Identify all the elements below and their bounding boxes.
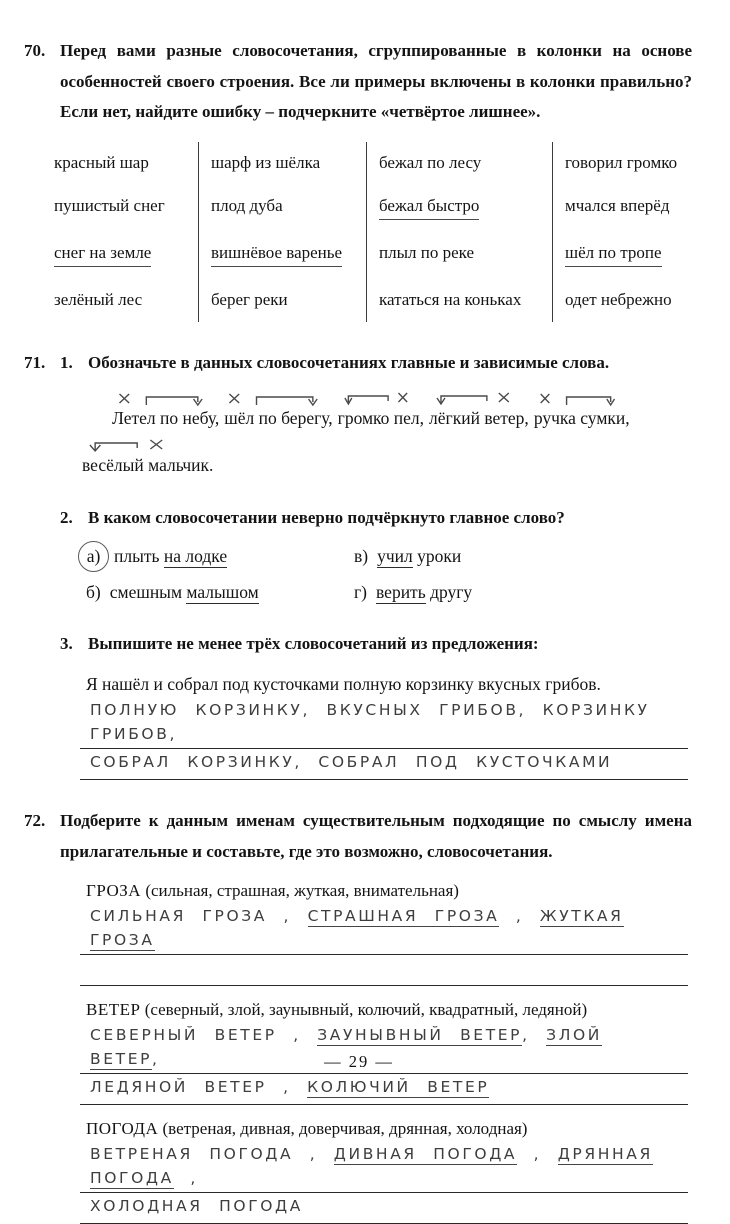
hand-segment-underlined: ДРЯННАЯ ПОГОДА bbox=[90, 1145, 653, 1188]
hand-segment-underlined: ЖУТКАЯ ГРОЗА bbox=[90, 907, 624, 950]
option-letter: б) bbox=[86, 582, 101, 603]
phrase-main-first bbox=[112, 388, 219, 428]
option-text-underlined: учил bbox=[377, 546, 413, 567]
option-v bbox=[354, 545, 584, 568]
cell-text-underlined: бежал быстро bbox=[379, 196, 479, 220]
headword: ПОГОДА bbox=[86, 1119, 159, 1139]
option-letter: г) bbox=[354, 582, 368, 603]
hand-segment-underlined: СТРАШНАЯ ГРОЗА bbox=[307, 907, 500, 926]
handwritten-answer bbox=[90, 1145, 653, 1189]
table-cell bbox=[366, 185, 552, 232]
option-text-plain: уроки bbox=[412, 546, 462, 567]
cell-text: плод дуба bbox=[211, 195, 283, 215]
hand-segment-underlined: ЗЛОЙ ВЕТЕР bbox=[90, 1026, 602, 1069]
table-row bbox=[44, 142, 708, 185]
table-cell bbox=[552, 279, 708, 322]
handwritten-answer: СОБРАЛ КОРЗИНКУ, СОБРАЛ ПОД КУСТОЧКАМИ bbox=[90, 753, 613, 772]
table-cell bbox=[44, 142, 198, 185]
phrase-main-second bbox=[338, 388, 424, 428]
option-text-plain: смешным bbox=[109, 582, 187, 603]
handwritten-answer bbox=[90, 907, 624, 951]
option-b bbox=[86, 582, 354, 603]
adjective-options: (сильная, страшная, жуткая, внимательная) bbox=[145, 881, 459, 901]
option-text-underlined: верить bbox=[376, 582, 426, 603]
table-cell bbox=[366, 279, 552, 322]
table-cell bbox=[44, 185, 198, 232]
answer-line bbox=[80, 903, 688, 955]
table-cell bbox=[366, 232, 552, 279]
exercise-number: 71. bbox=[24, 352, 46, 372]
hand-segment: , bbox=[517, 1145, 558, 1164]
veter-title-line bbox=[86, 1000, 692, 1020]
hand-segment: , bbox=[173, 1169, 198, 1188]
phrase-text: лёгкий ветер, bbox=[429, 408, 529, 429]
table-row bbox=[44, 185, 708, 232]
source-sentence: Я нашёл и собрал под кусточками полную корзинку вкусных грибов. bbox=[86, 674, 601, 695]
cell-text: бежал по лесу bbox=[379, 152, 482, 172]
table-row bbox=[44, 279, 708, 322]
hand-segment: ЛЕДЯНОЙ ВЕТЕР , bbox=[90, 1078, 308, 1097]
option-text-underlined: малышом bbox=[186, 582, 259, 603]
pogoda-title-line bbox=[86, 1119, 692, 1139]
hand-segment: , bbox=[152, 1050, 160, 1069]
answer-line bbox=[80, 1141, 688, 1193]
table-cell bbox=[198, 232, 366, 279]
phrase-text: Летел по небу, bbox=[112, 408, 220, 429]
hand-segment: ВЕТРЕНАЯ ПОГОДА , bbox=[90, 1145, 334, 1164]
task3-answer-area bbox=[80, 697, 688, 780]
table-cell bbox=[366, 142, 552, 185]
phrase-text: шёл по берегу, bbox=[224, 408, 333, 429]
phrase-text: громко пел, bbox=[337, 408, 425, 429]
adjective-options: (ветреная, дивная, доверчивая, дрянная, холодная) bbox=[162, 1119, 528, 1139]
x-mark-arrow-right-icon bbox=[224, 389, 332, 408]
hand-segment: ХОЛОДНАЯ ПОГОДА bbox=[90, 1197, 303, 1216]
option-text bbox=[376, 582, 472, 603]
option-text bbox=[114, 546, 227, 567]
hand-segment: СЕВЕРНЫЙ ВЕТЕР , bbox=[90, 1026, 318, 1045]
table-cell bbox=[198, 185, 366, 232]
phrase-text: ручка сумки, bbox=[533, 408, 630, 429]
pogoda-answer-area bbox=[80, 1141, 688, 1224]
hand-segment-underlined: КОЛЮЧИЙ ВЕТЕР bbox=[307, 1078, 490, 1097]
x-mark-arrow-right-icon bbox=[112, 389, 219, 408]
answer-line bbox=[80, 1193, 688, 1224]
exercise-71-task-1 bbox=[24, 348, 692, 379]
answer-line bbox=[80, 1074, 688, 1105]
table-cell bbox=[198, 142, 366, 185]
x-mark-arrow-right-icon bbox=[534, 389, 630, 408]
option-text-plain: плыть bbox=[114, 546, 164, 567]
exercise-number: 70. bbox=[24, 41, 46, 60]
selected-answer-circle bbox=[78, 541, 109, 572]
hand-segment-underlined: ЗАУНЫВНЫЙ ВЕТЕР bbox=[317, 1026, 523, 1045]
cell-text: зелёный лес bbox=[54, 289, 143, 309]
hand-segment: , bbox=[499, 907, 540, 926]
task-number: 3. bbox=[60, 634, 73, 654]
phrase-main-second bbox=[429, 388, 529, 428]
option-letter: а) bbox=[86, 546, 101, 567]
cell-text: шарф из шёлка bbox=[211, 152, 321, 172]
phrase-main-second bbox=[82, 435, 213, 475]
answer-line bbox=[80, 697, 688, 749]
cell-text: кататься на коньках bbox=[379, 289, 522, 309]
handwritten-answer bbox=[90, 1078, 489, 1098]
arrow-left-x-mark-icon bbox=[82, 436, 213, 455]
exercise-prompt: Перед вами разные словосочетания, сгруппированные в колонки на основе особенностей своего строения. Все ли примеры включены в колонки правильно? Если нет, найдите ошибку – подчеркните «четвёртое лишнее». bbox=[60, 41, 692, 122]
exercise-72 bbox=[24, 806, 692, 867]
headword: ГРОЗА bbox=[86, 881, 142, 901]
exercise-71-task-3 bbox=[60, 629, 692, 660]
answer-line bbox=[80, 749, 688, 780]
handwritten-answer bbox=[90, 1197, 303, 1215]
groza-answer-area bbox=[80, 903, 688, 986]
hand-segment: , bbox=[522, 1026, 547, 1045]
handwritten-answer: ПОЛНУЮ КОРЗИНКУ, ВКУСНЫХ ГРИБОВ, КОРЗИНКУ ГРИБОВ, bbox=[90, 701, 650, 744]
table-cell bbox=[44, 232, 198, 279]
cell-text-underlined: вишнёвое варенье bbox=[211, 243, 342, 267]
option-g bbox=[354, 582, 584, 603]
headword: ВЕТЕР bbox=[86, 1000, 141, 1020]
exercise-71-task-2 bbox=[60, 503, 692, 534]
task-prompt: Обозначьте в данных словосочетаниях главные и зависимые слова. bbox=[88, 352, 610, 372]
answer-options bbox=[86, 545, 692, 603]
table-cell bbox=[198, 279, 366, 322]
annotated-sentence bbox=[82, 388, 730, 481]
cell-text: красный шар bbox=[54, 152, 149, 172]
exercise-prompt: Подберите к данным именам существительным подходящие по смыслу имена прилагательные и составьте, где это возможно, словосочетания. bbox=[60, 811, 692, 861]
exercise-70 bbox=[24, 36, 692, 128]
task-number: 2. bbox=[60, 507, 73, 527]
exercise-number: 72. bbox=[24, 811, 46, 831]
task-number: 1. bbox=[60, 352, 73, 372]
option-text bbox=[110, 582, 259, 603]
cell-text-underlined: шёл по тропе bbox=[565, 243, 662, 267]
phrase-main-first bbox=[224, 388, 332, 428]
groza-title-line bbox=[86, 881, 692, 901]
cell-text: плыл по реке bbox=[379, 242, 475, 262]
hand-segment: СИЛЬНАЯ ГРОЗА , bbox=[90, 907, 308, 926]
table-cell bbox=[552, 185, 708, 232]
option-text-underlined: на лодке bbox=[163, 546, 228, 567]
page-number: — 29 — bbox=[324, 1052, 394, 1071]
cell-text: берег реки bbox=[211, 289, 288, 309]
cell-text: говорил громко bbox=[565, 152, 678, 172]
answer-line-empty bbox=[80, 955, 688, 986]
arrow-left-x-mark-icon bbox=[429, 389, 529, 408]
option-a bbox=[86, 545, 354, 568]
task-prompt: Выпишите не менее трёх словосочетаний из предложения: bbox=[88, 634, 539, 654]
word-combinations-table bbox=[44, 142, 708, 322]
option-text-plain: другу bbox=[425, 582, 473, 603]
adjective-options: (северный, злой, заунывный, колючий, квадратный, ледяной) bbox=[144, 1000, 588, 1020]
option-letter: в) bbox=[354, 546, 369, 567]
arrow-left-x-mark-icon bbox=[338, 389, 424, 408]
table-cell bbox=[44, 279, 198, 322]
phrase-main-first bbox=[534, 388, 630, 428]
cell-text: одет небрежно bbox=[565, 289, 672, 309]
option-text bbox=[377, 546, 461, 567]
table-cell bbox=[552, 142, 708, 185]
table-row bbox=[44, 232, 708, 279]
cell-text-underlined: снег на земле bbox=[54, 243, 151, 267]
table-cell bbox=[552, 232, 708, 279]
cell-text: мчался вперёд bbox=[565, 195, 670, 215]
hand-segment-underlined: ДИВНАЯ ПОГОДА bbox=[333, 1145, 518, 1164]
cell-text: пушистый снег bbox=[54, 195, 165, 215]
task-prompt: В каком словосочетании неверно подчёркнуто главное слово? bbox=[88, 507, 565, 527]
phrase-text: весёлый мальчик. bbox=[82, 454, 214, 475]
